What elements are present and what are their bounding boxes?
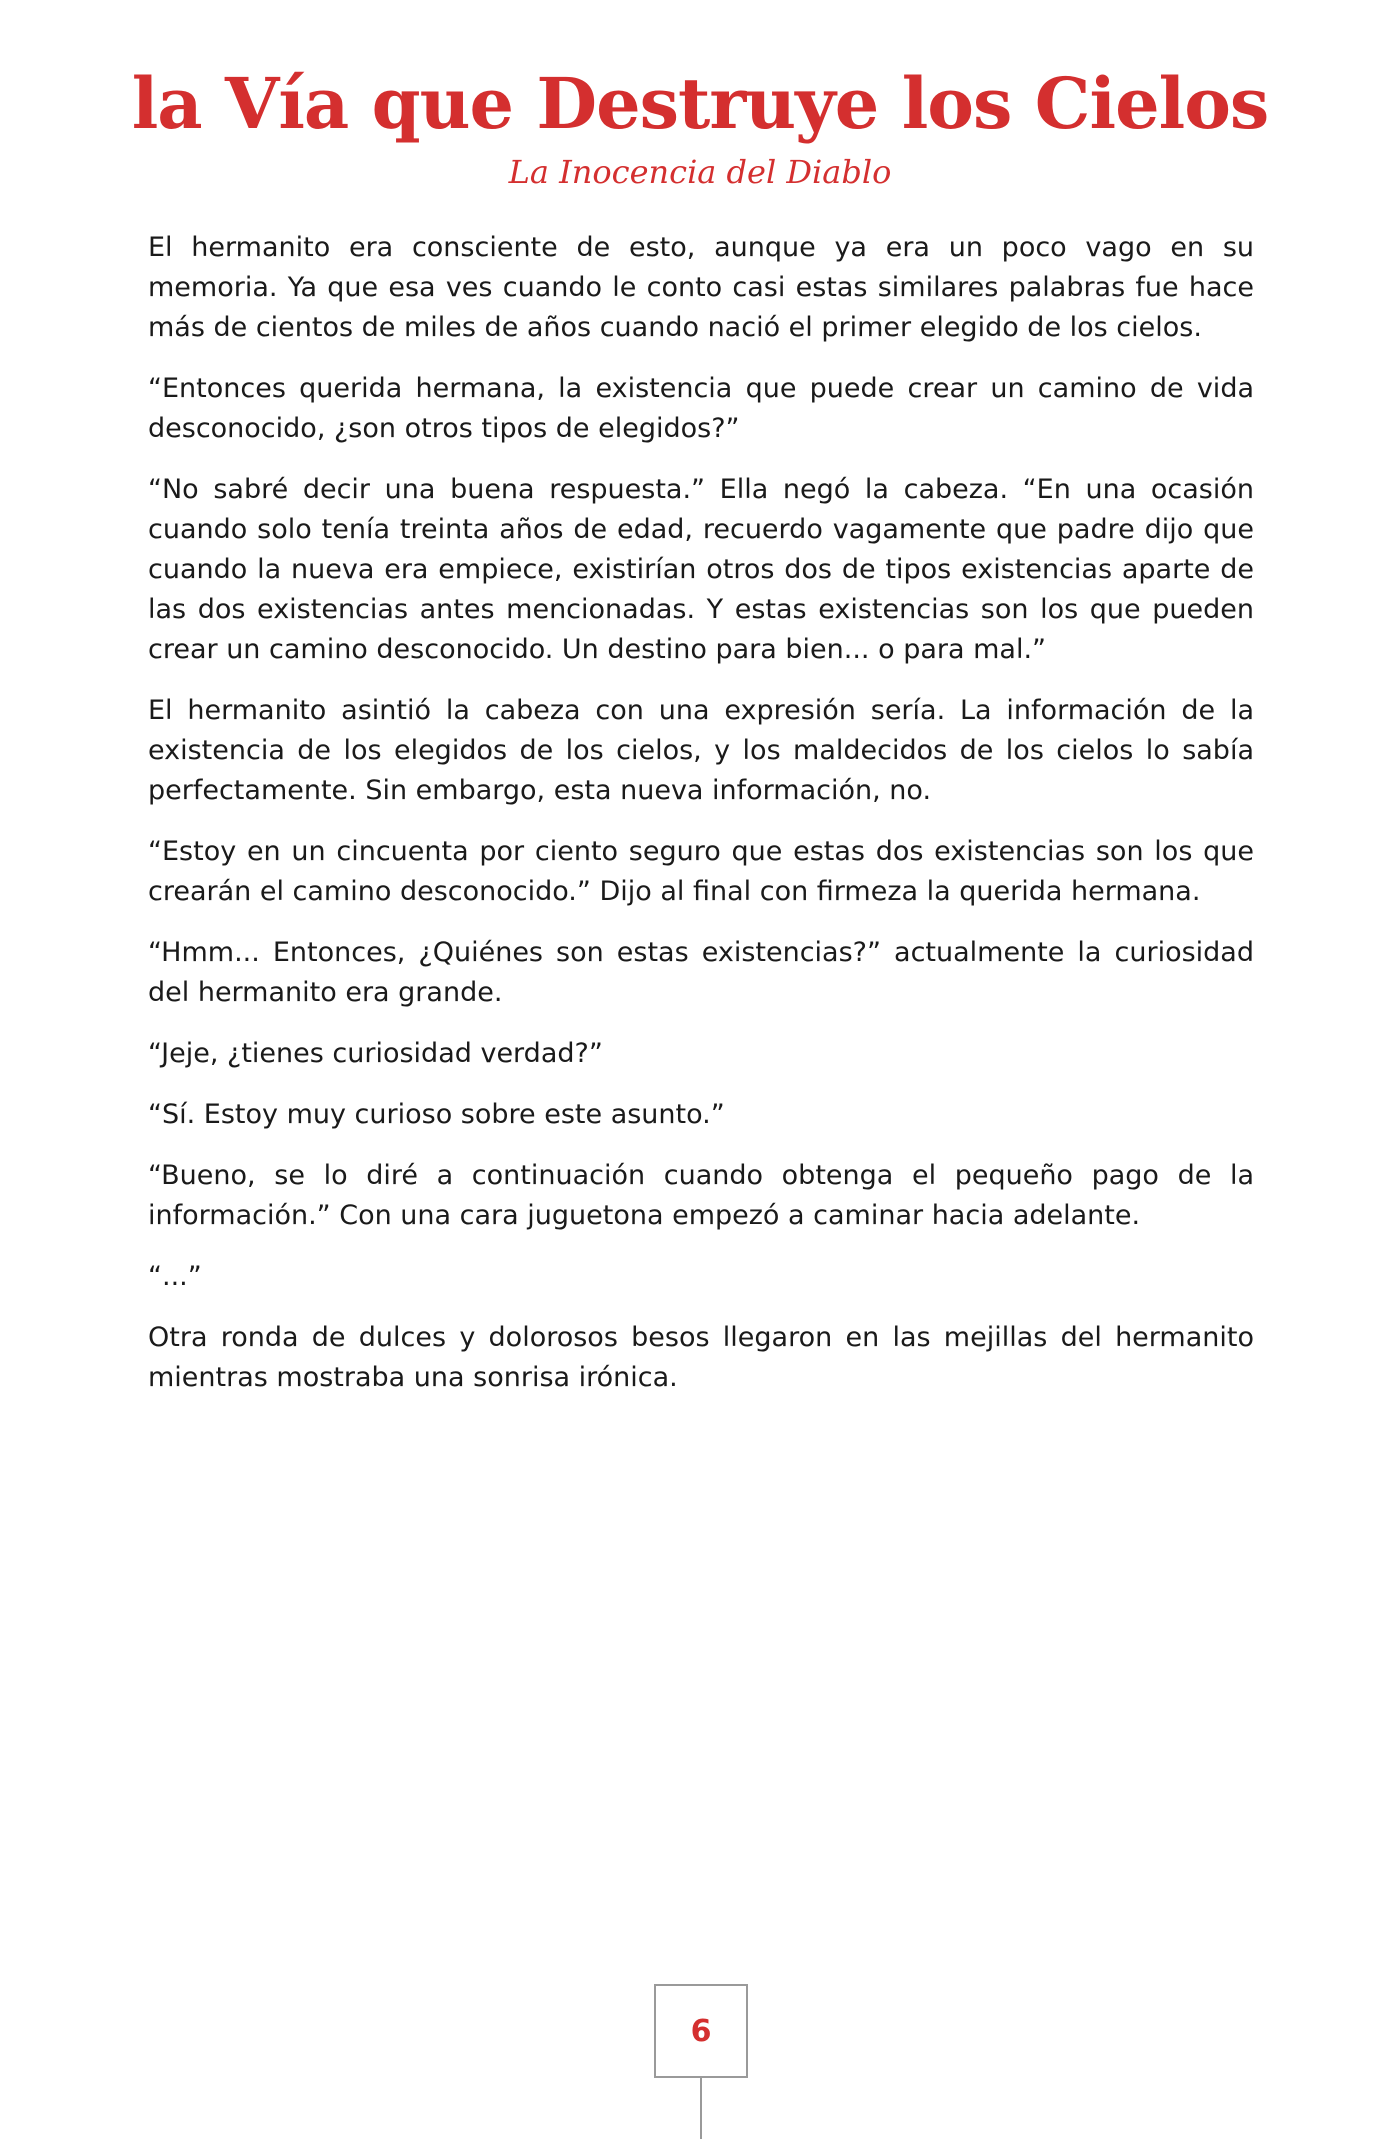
page-number: 6 (690, 2013, 712, 2049)
paragraph: “Jeje, ¿tienes curiosidad verdad?” (148, 1038, 603, 1069)
paragraph: “Hmm... Entonces, ¿Quiénes son estas existencias?” actualmente la curiosidad del hermanito era grande. (148, 937, 1254, 1008)
page-header (0, 62, 1400, 192)
chapter-subtitle: La Inocencia del Diablo (508, 153, 892, 191)
paragraph: “Entonces querida hermana, la existencia que puede crear un camino de vida desconocido, ¿son otros tipos de elegidos?” (148, 373, 1254, 444)
paragraph: “Estoy en un cincuenta por ciento seguro que estas dos existencias son los que crearán el camino desconocido.” Dijo al final con firmeza la querida hermana. (148, 836, 1254, 907)
paragraph: El hermanito asintió la cabeza con una expresión sería. La información de la existencia de los elegidos de los cielos, y los maldecidos de los cielos lo sabía perfectamente. Sin embargo, esta nueva información, no. (148, 695, 1254, 806)
paragraph: Otra ronda de dulces y dolorosos besos llegaron en las mejillas del hermanito mientras mostraba una sonrisa irónica. (148, 1322, 1254, 1393)
paragraph: “Bueno, se lo diré a continuación cuando obtenga el pequeño pago de la información.” Con una cara juguetona empezó a caminar hacia adelante. (148, 1160, 1254, 1231)
body-text (148, 228, 1254, 1419)
paragraph: “Sí. Estoy muy curioso sobre este asunto.” (148, 1099, 725, 1130)
page-number-connector-line (700, 2078, 702, 2139)
paragraph: “...” (148, 1261, 202, 1292)
page-number-box (654, 1984, 748, 2078)
book-title: la Vía que Destruye los Cielos (131, 62, 1269, 145)
paragraph: “No sabré decir una buena respuesta.” Ella negó la cabeza. “En una ocasión cuando solo tenía treinta años de edad, recuerdo vagamente que padre dijo que cuando la nueva era empiece, existirían otros dos de tipos existencias aparte de las dos existencias antes mencionadas. Y estas existencias son los que pueden crear un camino desconocido. Un destino para bien... o para mal.” (148, 474, 1254, 665)
paragraph: El hermanito era consciente de esto, aunque ya era un poco vago en su memoria. Ya que esa ves cuando le conto casi estas similares palabras fue hace más de cientos de miles de años cuando nació el primer elegido de los cielos. (148, 232, 1254, 343)
